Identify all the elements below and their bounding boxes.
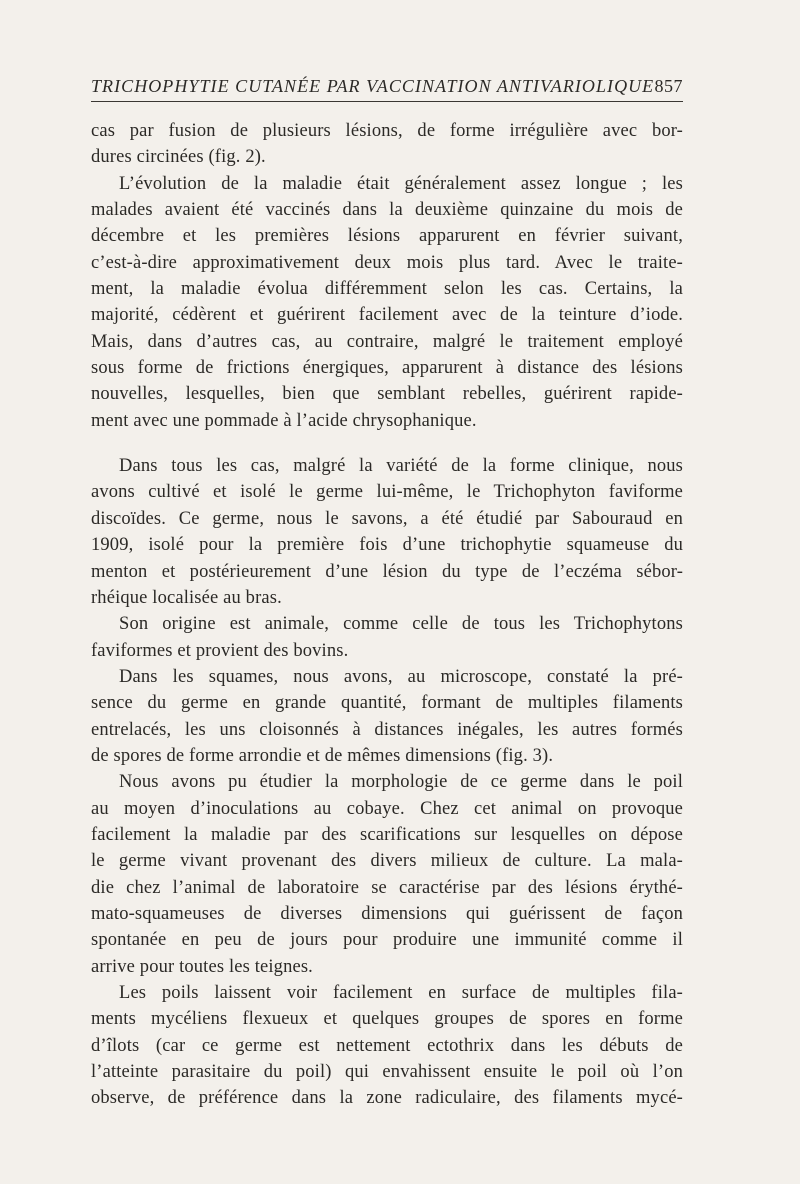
text-line: entrelacés, les uns cloisonnés à distances inégales, les autres formés (91, 719, 683, 740)
paragraph-2 (91, 171, 683, 434)
text-line: facilement la maladie par des scarifications sur lesquelles on dépose (91, 824, 683, 845)
paragraph-6 (91, 769, 683, 980)
text-line: d’îlots (car ce germe est nettement ectothrix dans les débuts de (91, 1035, 683, 1056)
text-line: dures circinées (fig. 2). (91, 147, 266, 168)
text-line: nouvelles, lesquelles, bien que semblant rebelles, guérirent rapide- (91, 384, 683, 405)
paragraph-5 (91, 664, 683, 769)
page-number: 857 (654, 76, 683, 96)
text-line: 1909, isolé pour la première fois d’une trichophytie squameuse du (91, 535, 683, 556)
body-text (91, 118, 683, 1112)
text-line: faviformes et provient des bovins. (91, 640, 349, 661)
text-line: spontanée en peu de jours pour produire une immunité comme il (91, 930, 683, 951)
text-line: l’atteinte parasitaire du poil) qui envahissent ensuite le poil où l’on (91, 1062, 683, 1083)
text-line: Dans tous les cas, malgré la variété de la forme clinique, nous (119, 456, 683, 477)
text-line: Mais, dans d’autres cas, au contraire, malgré le traitement employé (91, 331, 683, 352)
text-line: ment, la maladie évolua différemment selon les cas. Certains, la (91, 279, 683, 300)
text-line: discoïdes. Ce germe, nous le savons, a été étudié par Sabouraud en (91, 508, 683, 529)
text-line: Dans les squames, nous avons, au microscope, constaté la pré- (119, 666, 683, 687)
text-line: malades avaient été vaccinés dans la deuxième quinzaine du mois de (91, 200, 683, 221)
text-line: Son origine est animale, comme celle de tous les Trichophytons (119, 614, 683, 635)
text-line: arrive pour toutes les teignes. (91, 956, 313, 977)
text-line: Nous avons pu étudier la morphologie de ce germe dans le poil (119, 772, 683, 793)
text-line: die chez l’animal de laboratoire se caractérise par des lésions érythé- (91, 877, 683, 898)
paragraph-7 (91, 980, 683, 1112)
paragraph-1 (91, 118, 683, 171)
text-line: menton et postérieurement d’une lésion du type de l’eczéma sébor- (91, 561, 683, 582)
text-line: observe, de préférence dans la zone radiculaire, des filaments mycé- (91, 1088, 683, 1109)
text-line: le germe vivant provenant des divers milieux de culture. La mala- (91, 851, 683, 872)
text-line: sous forme de frictions énergiques, apparurent à distance des lésions (91, 358, 683, 379)
text-line: L’évolution de la maladie était généralement assez longue ; les (119, 173, 683, 194)
text-line: Les poils laissent voir facilement en surface de multiples fila- (119, 983, 683, 1003)
text-line: avons cultivé et isolé le germe lui-même, le Trichophyton faviforme (91, 482, 683, 503)
text-line: sence du germe en grande quantité, formant de multiples filaments (91, 693, 683, 714)
text-line: décembre et les premières lésions apparurent en février suivant, (91, 226, 683, 247)
text-line: au moyen d’inoculations au cobaye. Chez cet animal on provoque (91, 798, 683, 819)
paragraph-3 (91, 453, 683, 611)
text-line: c’est-à-dire approximativement deux mois plus tard. Avec le traite- (91, 252, 683, 273)
header-rule (91, 101, 683, 102)
paragraph-4 (91, 611, 683, 664)
text-line: de spores de forme arrondie et de mêmes dimensions (fig. 3). (91, 745, 554, 766)
text-line: mato-squameuses de diverses dimensions qui guérissent de façon (91, 903, 683, 924)
text-line: ments mycéliens flexueux et quelques groupes de spores en forme (91, 1009, 683, 1030)
text-line: cas par fusion de plusieurs lésions, de forme irrégulière avec bor- (91, 121, 683, 141)
paragraph-gap (91, 434, 683, 453)
text-line: majorité, cédèrent et guérirent facilement avec de la teinture d’iode. (91, 305, 683, 326)
text-line: ment avec une pommade à l’acide chrysophanique. (91, 410, 477, 431)
text-line: rhéique localisée au bras. (91, 587, 282, 608)
running-title: TRICHOPHYTIE CUTANÉE PAR VACCINATION ANTIVARIOLIQUE (91, 76, 655, 96)
running-header (91, 76, 683, 100)
